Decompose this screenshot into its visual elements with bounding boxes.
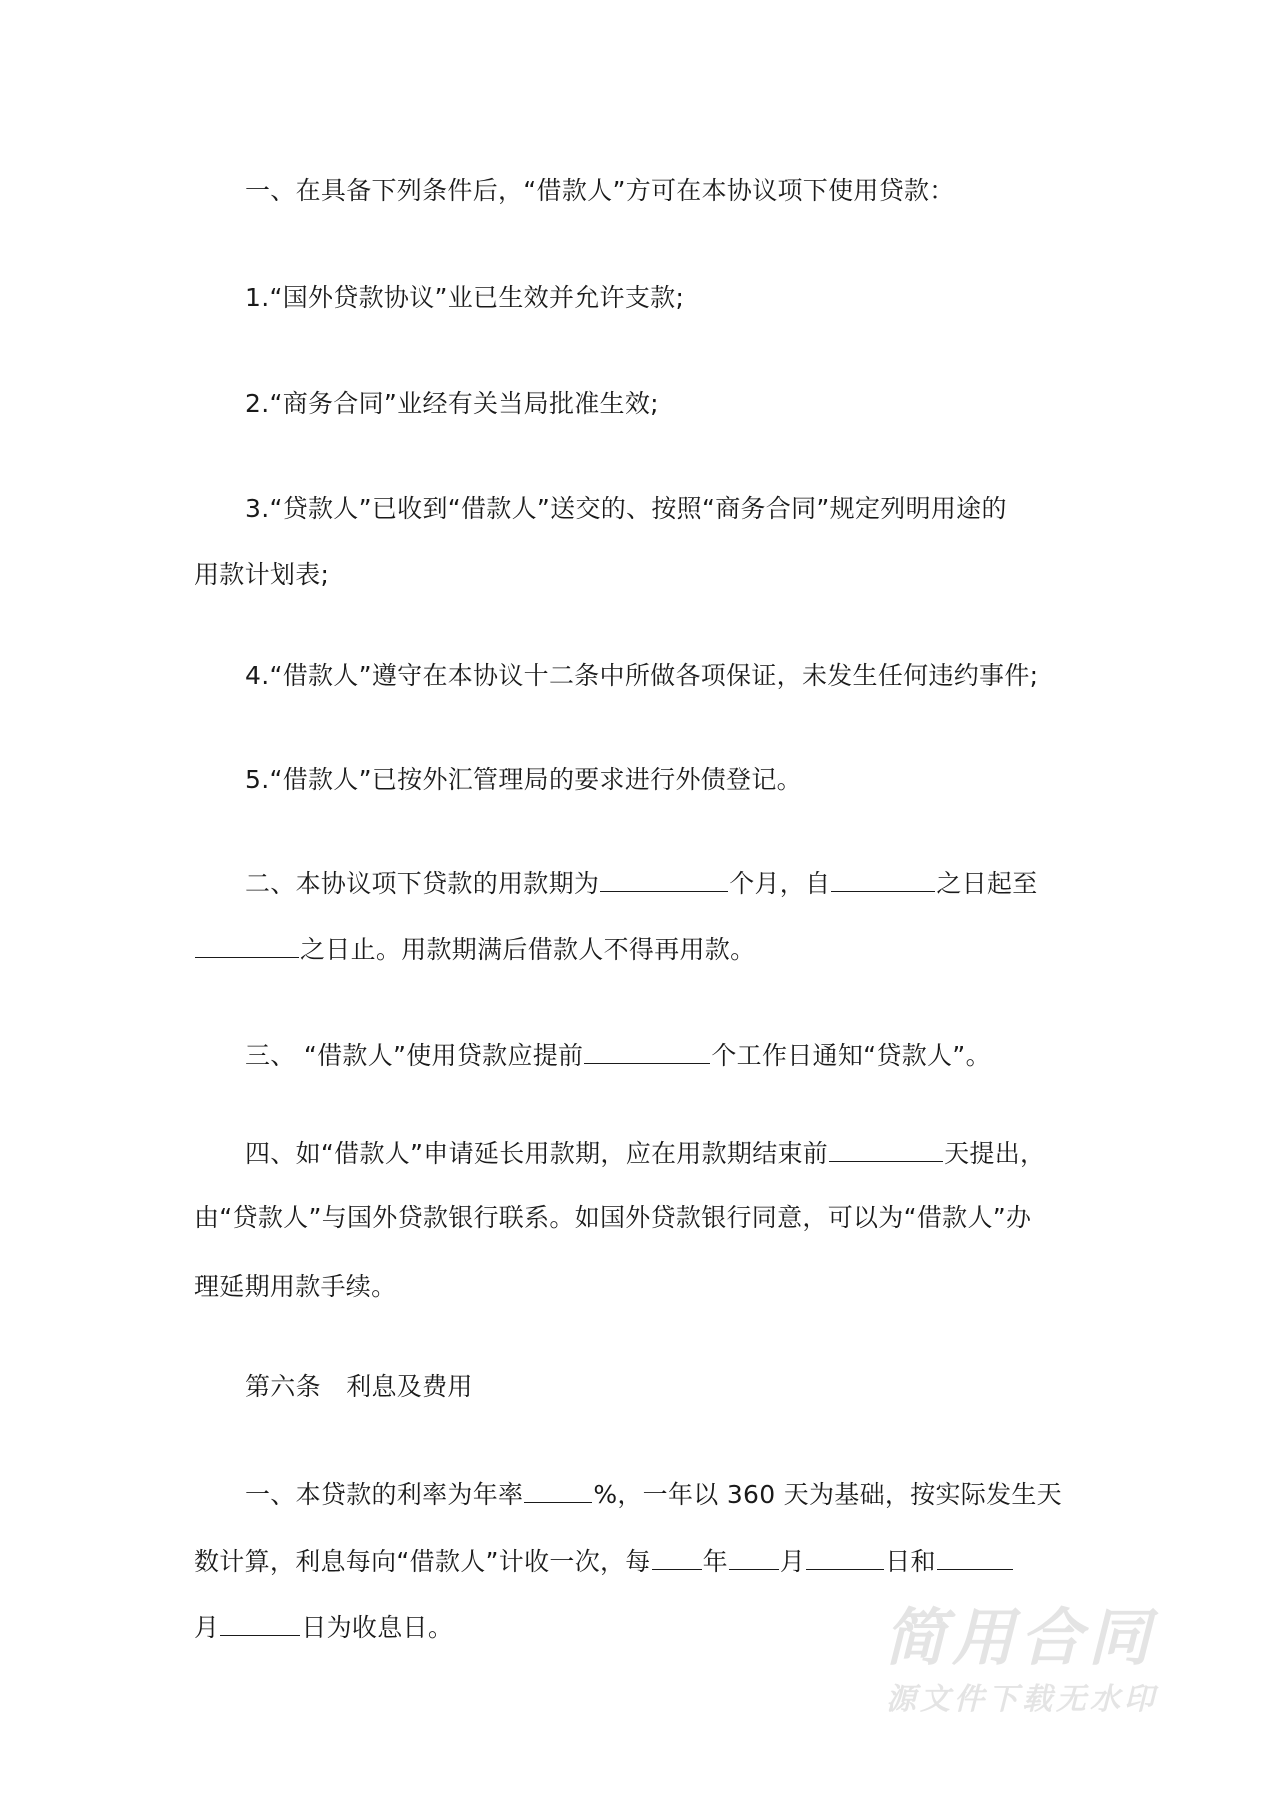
section-1-intro: 一、在具备下列条件后，“借款人”方可在本协议项下使用贷款： <box>245 176 955 205</box>
condition-item-1: 1.“国外贷款协议”业已生效并允许支款; <box>245 283 685 312</box>
interest-text: 一、本贷款的利率为年率 <box>245 1480 524 1509</box>
article-6-heading: 第六条 利息及费用 <box>245 1372 473 1401</box>
interest-rate-line-1 <box>245 1476 1062 1510</box>
section-4-text: 天提出， <box>944 1139 1046 1168</box>
section-2-line-1 <box>245 865 1038 899</box>
interest-text: 日和 <box>885 1547 936 1576</box>
month-blank[interactable] <box>729 1543 779 1570</box>
start-date-blank[interactable] <box>831 865 935 892</box>
section-3-text: 三、 “借款人”使用贷款应提前 <box>245 1041 584 1070</box>
condition-item-2: 2.“商务合同”业经有关当局批准生效; <box>245 389 659 418</box>
watermark-subtitle: 源文件下载无水印 <box>886 1682 1158 1717</box>
condition-item-3-continued: 用款计划表; <box>194 560 330 589</box>
interest-text: 月 <box>194 1613 220 1642</box>
second-month-blank[interactable] <box>937 1543 1013 1570</box>
section-3 <box>245 1037 991 1071</box>
watermark-title: 简用合同 <box>884 1601 1157 1674</box>
notice-working-days-blank[interactable] <box>584 1037 710 1064</box>
loan-period-months-blank[interactable] <box>600 865 728 892</box>
interest-text: 年 <box>702 1547 728 1576</box>
section-4-line-1 <box>245 1135 1045 1169</box>
condition-item-3: 3.“贷款人”已收到“借款人”送交的、按照“商务合同”规定列明用途的 <box>245 494 1007 523</box>
day-blank[interactable] <box>806 1543 884 1570</box>
condition-item-4: 4.“借款人”遵守在本协议十二条中所做各项保证，未发生任何违约事件; <box>245 661 1039 690</box>
interest-rate-blank[interactable] <box>524 1476 592 1503</box>
condition-item-5: 5.“借款人”已按外汇管理局的要求进行外债登记。 <box>245 765 802 794</box>
interest-text: %，一年以 360 天为基础，按实际发生天 <box>593 1480 1062 1509</box>
section-2-line-2 <box>194 931 755 965</box>
interest-text: 数计算，利息每向“借款人”计收一次，每 <box>194 1547 651 1576</box>
interest-text: 月 <box>779 1547 806 1576</box>
section-4-line-2: 由“贷款人”与国外贷款银行联系。如国外贷款银行同意，可以为“借款人”办 <box>194 1203 1032 1232</box>
extension-days-blank[interactable] <box>829 1135 943 1162</box>
interest-rate-line-3 <box>194 1609 453 1643</box>
section-3-text: 个工作日通知“贷款人”。 <box>711 1041 991 1070</box>
section-4-text: 四、如“借款人”申请延长用款期，应在用款期结束前 <box>245 1139 829 1168</box>
section-2-text: 个月，自 <box>729 869 831 898</box>
year-blank[interactable] <box>652 1543 702 1570</box>
section-2-text: 二、本协议项下贷款的用款期为 <box>245 869 600 898</box>
second-day-blank[interactable] <box>220 1609 300 1636</box>
interest-text: 日为收息日。 <box>301 1613 454 1642</box>
end-date-blank[interactable] <box>195 931 299 958</box>
section-2-text: 之日止。用款期满后借款人不得再用款。 <box>300 935 756 964</box>
interest-rate-line-2 <box>194 1543 1014 1577</box>
section-4-line-3: 理延期用款手续。 <box>194 1272 397 1301</box>
section-2-text: 之日起至 <box>936 869 1038 898</box>
